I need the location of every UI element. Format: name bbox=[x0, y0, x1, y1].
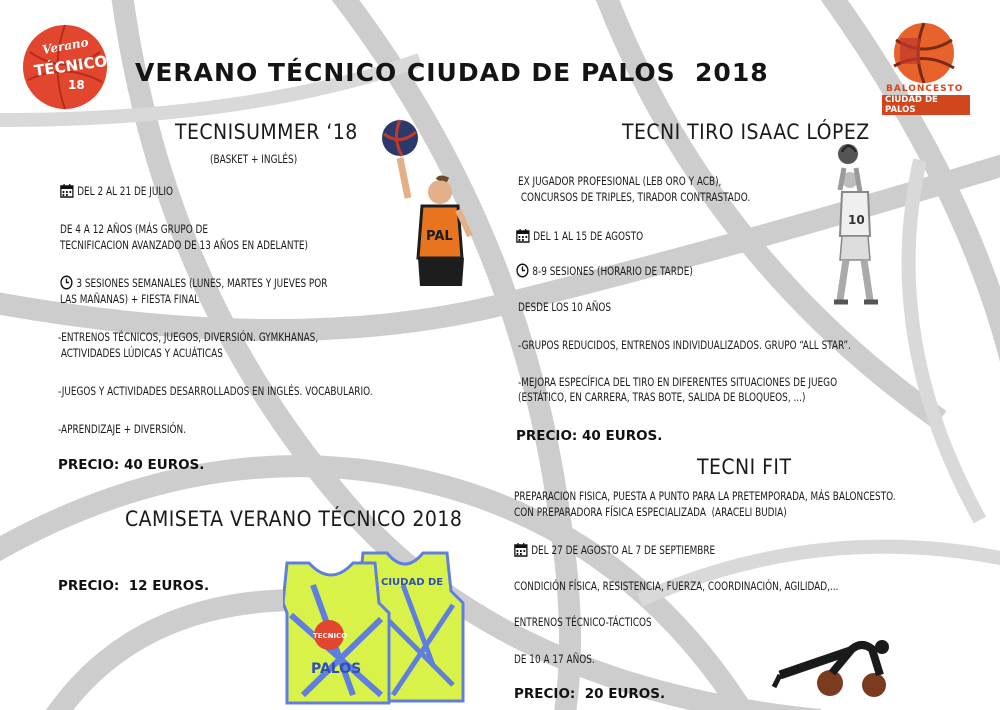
tecnisummer-price: PRECIO: 40 EUROS. bbox=[58, 457, 205, 473]
tecni-fit-title: TECNI FIT bbox=[697, 455, 792, 479]
logo-line-year: 18 bbox=[68, 78, 85, 92]
svg-text:10: 10 bbox=[848, 213, 865, 227]
tecnisummer-sessions-1: 3 SESIONES SEMANALES (LUNES, MARTES Y JUEVES POR bbox=[76, 276, 328, 290]
camiseta-price: PRECIO: 12 EUROS. bbox=[58, 578, 210, 594]
baloncesto-ciudad-de-palos-logo bbox=[878, 18, 970, 115]
young-player-image bbox=[378, 118, 478, 298]
page-title: VERANO TÉCNICO CIUDAD DE PALOS 2018 bbox=[135, 58, 769, 87]
tecni-tiro-item-2a: -MEJORA ESPECÍFICA DEL TIRO EN DIFERENTES SITUACIONES DE JUEGO bbox=[518, 375, 838, 389]
tecni-fit-training: ENTRENOS TÉCNICO-TÁCTICOS bbox=[514, 615, 652, 629]
tecni-tiro-intro-1: EX JUGADOR PROFESIONAL (LEB ORO Y ACB), bbox=[518, 174, 722, 188]
tecni-tiro-ages: DESDE LOS 10 AÑOS bbox=[518, 300, 612, 314]
logo-line-verano: Verano bbox=[41, 35, 90, 57]
calendar-icon bbox=[516, 228, 530, 247]
tecnisummer-item-1b: ACTIVIDADES LÚDICAS Y ACUÁTICAS bbox=[58, 346, 223, 360]
logo-line-tecnico: TÉCNICO bbox=[33, 51, 109, 81]
tecni-fit-intro-2: CON PREPARADORA FÍSICA ESPECIALIZADA (ARACELI BUDIA) bbox=[514, 505, 787, 519]
tecni-fit-ages: DE 10 A 17 AÑOS. bbox=[514, 652, 595, 666]
tecnisummer-dates-row bbox=[60, 183, 173, 202]
tecnisummer-ages-1: DE 4 A 12 AÑOS (MÁS GRUPO DE bbox=[60, 222, 209, 236]
tecnisummer-dates: DEL 2 AL 21 DE JULIO bbox=[77, 184, 173, 198]
svg-text:PALOS: PALOS bbox=[311, 661, 362, 677]
camiseta-title: CAMISETA VERANO TÉCNICO 2018 bbox=[125, 507, 463, 531]
tecni-tiro-price: PRECIO: 40 EUROS. bbox=[516, 428, 663, 444]
tecnisummer-item-1a: -ENTRENOS TÉCNICOS, JUEGOS, DIVERSIÓN. GYMKHANAS, bbox=[58, 330, 319, 344]
verano-tecnico-logo bbox=[20, 22, 110, 112]
tecnisummer-item-2: -JUEGOS Y ACTIVIDADES DESARROLLADOS EN INGLÉS. VOCABULARIO. bbox=[58, 384, 373, 398]
calendar-icon bbox=[514, 542, 528, 561]
svg-text:TECNICO: TECNICO bbox=[313, 632, 348, 640]
calendar-icon bbox=[60, 183, 74, 202]
clock-icon bbox=[516, 263, 529, 282]
tecni-tiro-item-2b: (ESTÁTICO, EN CARRERA, TRAS BOTE, SALIDA DE BLOQUEOS, ...) bbox=[518, 390, 806, 404]
tecnisummer-ages-2: TECNIFICACION AVANZADO DE 13 AÑOS EN ADELANTE) bbox=[60, 238, 309, 252]
tecni-fit-dates: DEL 27 DE AGOSTO AL 7 DE SEPTIEMBRE bbox=[531, 543, 716, 557]
tecnisummer-item-3: -APRENDIZAJE + DIVERSIÓN. bbox=[58, 422, 187, 436]
tecni-tiro-sessions: 8-9 SESIONES (HORARIO DE TARDE) bbox=[532, 264, 693, 278]
tecni-tiro-sessions-row bbox=[516, 263, 693, 282]
jersey-image bbox=[283, 545, 473, 705]
tecni-tiro-title: TECNI TIRO ISAAC LÓPEZ bbox=[622, 120, 870, 144]
tecni-tiro-dates-row bbox=[516, 228, 643, 247]
shooting-player-image bbox=[820, 140, 900, 310]
tecnisummer-title: TECNISUMMER ‘18 bbox=[175, 120, 358, 144]
tecni-tiro-intro-2: CONCURSOS DE TRIPLES, TIRADOR CONTRASTADO. bbox=[518, 190, 751, 204]
tecnisummer-subtitle: (BASKET + INGLÉS) bbox=[210, 152, 298, 166]
svg-text:PAL: PAL bbox=[426, 229, 453, 244]
tecni-tiro-item-1: -GRUPOS REDUCIDOS, ENTRENOS INDIVIDUALIZADOS. GRUPO “ALL STAR”. bbox=[518, 338, 851, 352]
tecni-fit-dates-row bbox=[514, 542, 715, 561]
pushup-athlete-image bbox=[770, 625, 900, 700]
logo-ciudad-text: CIUDAD DE PALOS bbox=[882, 95, 970, 115]
svg-text:CIUDAD DE: CIUDAD DE bbox=[381, 577, 444, 588]
tecni-tiro-dates: DEL 1 AL 15 DE AGOSTO bbox=[533, 229, 644, 243]
tecni-fit-intro-1: PREPARACION FISICA, PUESTA A PUNTO PARA LA PRETEMPORADA, MÁS BALONCESTO. bbox=[514, 489, 896, 503]
tecni-fit-price: PRECIO: 20 EUROS. bbox=[514, 686, 666, 702]
tecni-fit-skills: CONDICIÓN FÍSICA, RESISTENCIA, FUERZA, COORDINACIÓN, AGILIDAD,... bbox=[514, 579, 839, 593]
logo-baloncesto-text: BALONCESTO bbox=[886, 84, 964, 94]
tecnisummer-sessions-2: LAS MAÑANAS) + FIESTA FINAL bbox=[60, 292, 200, 306]
